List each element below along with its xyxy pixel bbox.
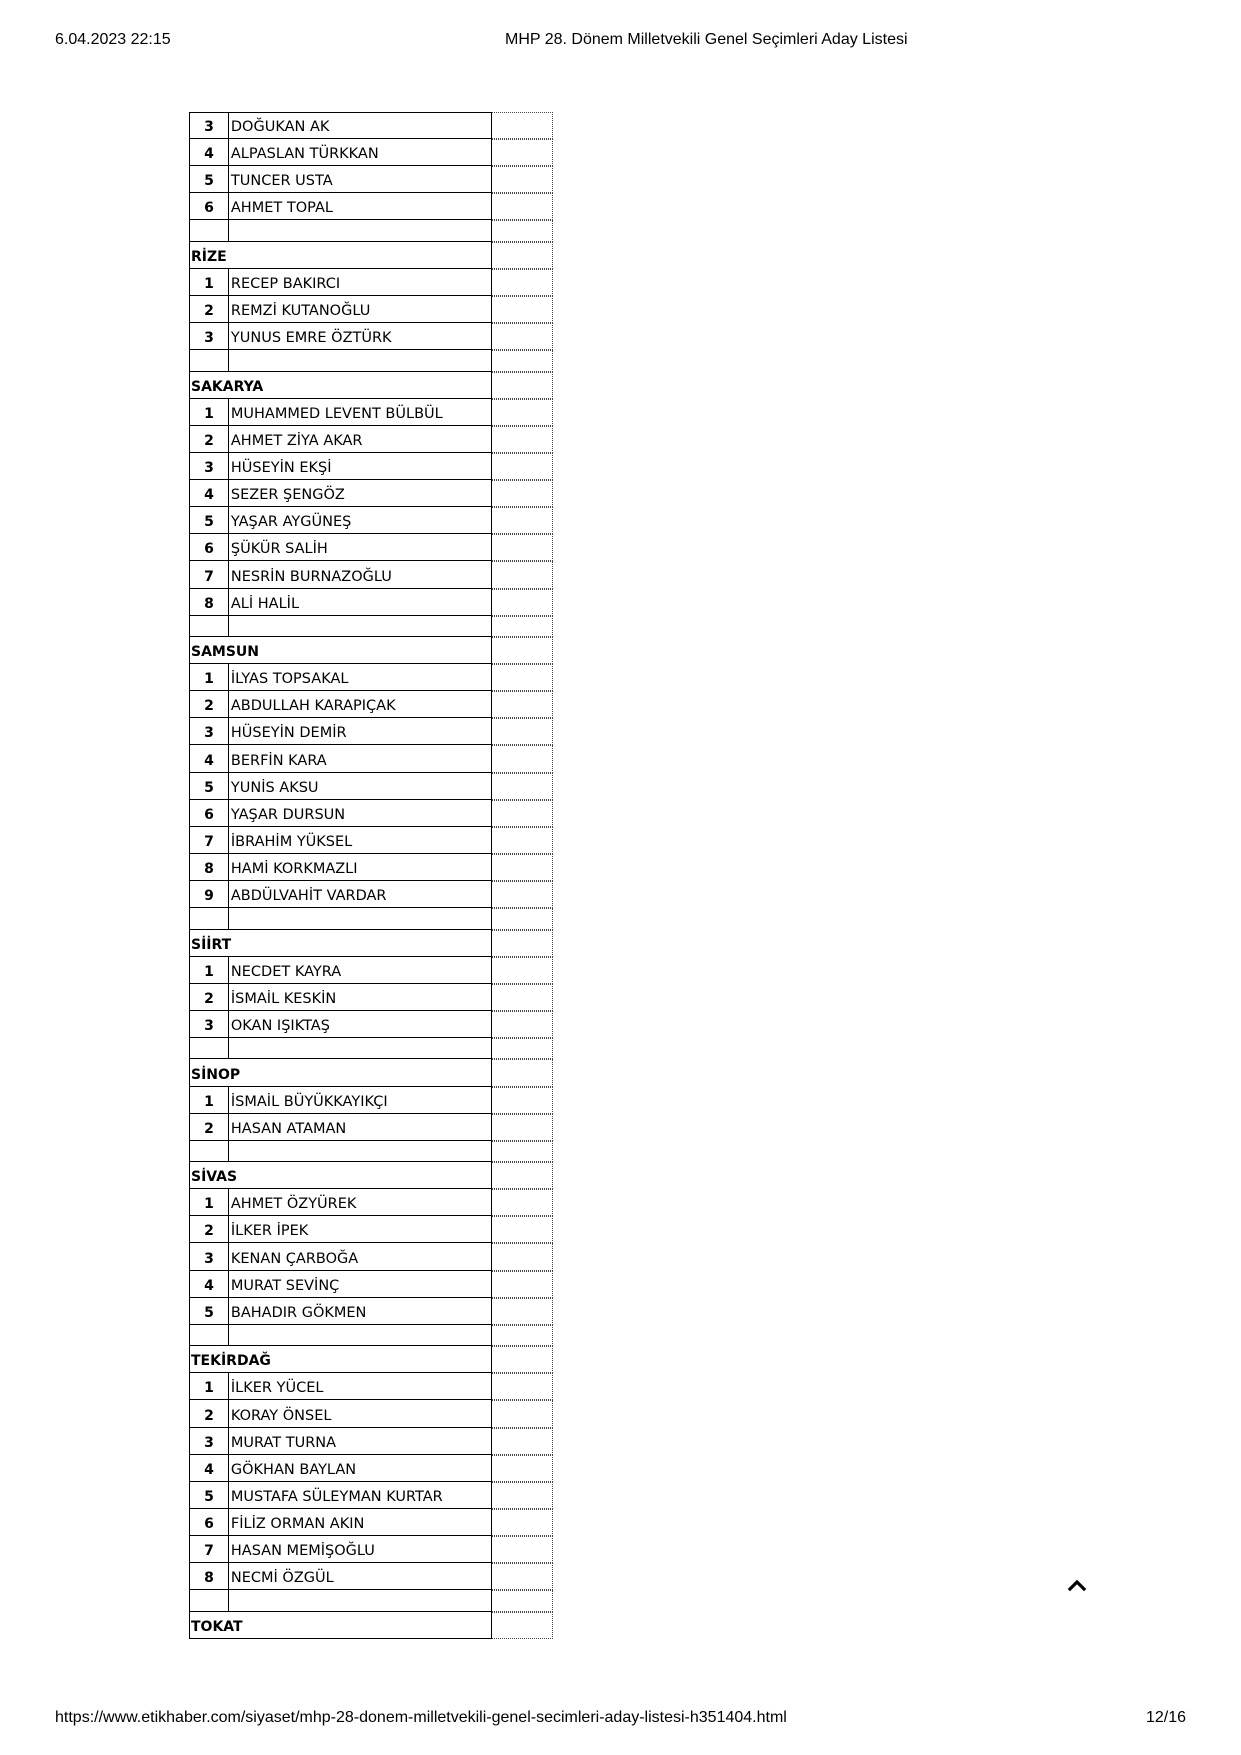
empty-cell <box>492 1509 553 1536</box>
empty-cell <box>492 242 553 269</box>
spacer-row <box>189 1038 553 1060</box>
empty-cell <box>492 589 553 616</box>
candidate-name: NECDET KAYRA <box>229 957 492 984</box>
empty-cell <box>492 372 553 399</box>
candidate-row <box>189 854 553 881</box>
empty-cell <box>492 1189 553 1216</box>
empty-cell <box>492 323 553 350</box>
candidate-rank: 1 <box>190 1087 229 1114</box>
empty-cell <box>229 1590 492 1612</box>
province-name: TEKİRDAĞ <box>190 1346 492 1373</box>
candidate-name: İSMAİL KESKİN <box>229 984 492 1011</box>
empty-cell <box>492 1325 553 1347</box>
candidate-rank: 3 <box>190 1011 229 1038</box>
empty-cell <box>229 220 492 242</box>
province-name: SİİRT <box>190 930 492 957</box>
province-name: TOKAT <box>190 1612 492 1639</box>
candidate-row <box>189 193 553 220</box>
candidate-name: BAHADIR GÖKMEN <box>229 1298 492 1325</box>
scroll-to-top-button[interactable] <box>1066 1576 1088 1594</box>
candidate-name: REMZİ KUTANOĞLU <box>229 296 492 323</box>
candidate-name: SEZER ŞENGÖZ <box>229 480 492 507</box>
empty-cell <box>229 1325 492 1347</box>
empty-cell <box>190 616 229 638</box>
empty-cell <box>229 1141 492 1163</box>
candidate-name: İSMAİL BÜYÜKKAYIKÇI <box>229 1087 492 1114</box>
candidate-rank: 2 <box>190 296 229 323</box>
empty-cell <box>492 984 553 1011</box>
candidate-rank: 2 <box>190 1216 229 1243</box>
empty-cell <box>492 1612 553 1639</box>
candidate-name: FİLİZ ORMAN AKIN <box>229 1509 492 1536</box>
candidate-rank: 8 <box>190 589 229 616</box>
empty-cell <box>229 350 492 372</box>
empty-cell <box>492 1271 553 1298</box>
empty-cell <box>492 1373 553 1400</box>
candidate-row <box>189 1482 553 1509</box>
candidate-rank: 7 <box>190 1536 229 1563</box>
candidate-name: HÜSEYİN DEMİR <box>229 718 492 745</box>
candidate-rank: 1 <box>190 957 229 984</box>
empty-cell <box>492 637 553 664</box>
empty-cell <box>492 1114 553 1141</box>
candidate-name: TUNCER USTA <box>229 166 492 193</box>
province-row <box>189 1346 553 1373</box>
empty-cell <box>492 1482 553 1509</box>
candidate-rank: 6 <box>190 193 229 220</box>
candidate-name: YAŞAR DURSUN <box>229 800 492 827</box>
candidate-rank: 4 <box>190 745 229 772</box>
candidate-name: DOĞUKAN AK <box>229 112 492 139</box>
candidate-name: AHMET ÖZYÜREK <box>229 1189 492 1216</box>
empty-cell <box>492 507 553 534</box>
candidate-rank: 6 <box>190 534 229 561</box>
candidate-rank: 8 <box>190 854 229 881</box>
candidate-rank: 1 <box>190 399 229 426</box>
candidate-row <box>189 166 553 193</box>
empty-cell <box>492 930 553 957</box>
candidate-row <box>189 1114 553 1141</box>
empty-cell <box>492 220 553 242</box>
candidate-row <box>189 507 553 534</box>
empty-cell <box>190 1038 229 1060</box>
empty-cell <box>492 664 553 691</box>
candidate-table <box>189 112 553 1639</box>
empty-cell <box>492 773 553 800</box>
empty-cell <box>492 399 553 426</box>
empty-cell <box>492 166 553 193</box>
empty-cell <box>492 827 553 854</box>
candidate-rank: 5 <box>190 1482 229 1509</box>
candidate-name: HÜSEYİN EKŞİ <box>229 453 492 480</box>
candidate-name: YAŞAR AYGÜNEŞ <box>229 507 492 534</box>
empty-cell <box>492 1346 553 1373</box>
province-name: RİZE <box>190 242 492 269</box>
candidate-row <box>189 561 553 588</box>
candidate-row <box>189 1243 553 1270</box>
candidate-name: ABDULLAH KARAPIÇAK <box>229 691 492 718</box>
candidate-row <box>189 957 553 984</box>
candidate-rank: 4 <box>190 1271 229 1298</box>
candidate-rank: 6 <box>190 1509 229 1536</box>
candidate-name: NECMİ ÖZGÜL <box>229 1563 492 1590</box>
spacer-row <box>189 350 553 372</box>
empty-cell <box>492 1216 553 1243</box>
candidate-name: İLKER İPEK <box>229 1216 492 1243</box>
candidate-rank: 7 <box>190 827 229 854</box>
candidate-row <box>189 453 553 480</box>
candidate-rank: 1 <box>190 269 229 296</box>
candidate-row <box>189 1216 553 1243</box>
spacer-row <box>189 908 553 930</box>
spacer-row <box>189 1325 553 1347</box>
spacer-row <box>189 1141 553 1163</box>
candidate-rank: 5 <box>190 773 229 800</box>
empty-cell <box>492 908 553 930</box>
empty-cell <box>492 1243 553 1270</box>
empty-cell <box>492 1536 553 1563</box>
candidate-name: AHMET ZİYA AKAR <box>229 426 492 453</box>
empty-cell <box>492 1400 553 1427</box>
candidate-name: GÖKHAN BAYLAN <box>229 1455 492 1482</box>
print-datetime: 6.04.2023 22:15 <box>55 31 171 48</box>
candidate-row <box>189 691 553 718</box>
candidate-row <box>189 664 553 691</box>
empty-cell <box>492 296 553 323</box>
empty-cell <box>492 745 553 772</box>
candidate-rank: 3 <box>190 323 229 350</box>
empty-cell <box>492 800 553 827</box>
empty-cell <box>492 957 553 984</box>
candidate-rank: 5 <box>190 166 229 193</box>
empty-cell <box>492 881 553 908</box>
candidate-row <box>189 1011 553 1038</box>
spacer-row <box>189 1590 553 1612</box>
empty-cell <box>492 718 553 745</box>
candidate-name: KORAY ÖNSEL <box>229 1400 492 1427</box>
candidate-name: HAMİ KORKMAZLI <box>229 854 492 881</box>
province-name: SİNOP <box>190 1059 492 1086</box>
page-url: https://www.etikhaber.com/siyaset/mhp-28-donem-milletvekili-genel-secimleri-aday-listesi-h351404.html <box>55 1709 787 1726</box>
empty-cell <box>492 426 553 453</box>
empty-cell <box>492 193 553 220</box>
candidate-rank: 1 <box>190 1189 229 1216</box>
candidate-rank: 2 <box>190 426 229 453</box>
empty-cell <box>492 1011 553 1038</box>
candidate-name: KENAN ÇARBOĞA <box>229 1243 492 1270</box>
candidate-rank: 9 <box>190 881 229 908</box>
candidate-row <box>189 269 553 296</box>
province-row <box>189 1059 553 1086</box>
candidate-rank: 4 <box>190 480 229 507</box>
empty-cell <box>190 1141 229 1163</box>
candidate-name: ALPASLAN TÜRKKAN <box>229 139 492 166</box>
empty-cell <box>492 453 553 480</box>
candidate-rank: 1 <box>190 1373 229 1400</box>
province-row <box>189 242 553 269</box>
print-header <box>55 31 1186 53</box>
empty-cell <box>492 1038 553 1060</box>
candidate-row <box>189 1400 553 1427</box>
candidate-name: BERFİN KARA <box>229 745 492 772</box>
spacer-row <box>189 616 553 638</box>
candidate-name: OKAN IŞIKTAŞ <box>229 1011 492 1038</box>
province-row <box>189 372 553 399</box>
empty-cell <box>492 1162 553 1189</box>
candidate-row <box>189 1298 553 1325</box>
candidate-row <box>189 139 553 166</box>
candidate-row <box>189 1373 553 1400</box>
candidate-name: MURAT TURNA <box>229 1428 492 1455</box>
empty-cell <box>492 480 553 507</box>
candidate-name: YUNUS EMRE ÖZTÜRK <box>229 323 492 350</box>
candidate-rank: 4 <box>190 139 229 166</box>
candidate-row <box>189 1509 553 1536</box>
empty-cell <box>229 616 492 638</box>
candidate-rank: 3 <box>190 453 229 480</box>
candidate-row <box>189 534 553 561</box>
print-footer <box>55 1709 1186 1731</box>
page-number: 12/16 <box>1145 1709 1186 1726</box>
candidate-row <box>189 323 553 350</box>
candidate-name: HASAN ATAMAN <box>229 1114 492 1141</box>
chevron-up-icon <box>1066 1576 1088 1594</box>
candidate-rank: 4 <box>190 1455 229 1482</box>
empty-cell <box>492 1059 553 1086</box>
candidate-row <box>189 800 553 827</box>
candidate-row <box>189 984 553 1011</box>
candidate-name: HASAN MEMİŞOĞLU <box>229 1536 492 1563</box>
candidate-rank: 2 <box>190 1114 229 1141</box>
candidate-row <box>189 1455 553 1482</box>
candidate-name: İBRAHİM YÜKSEL <box>229 827 492 854</box>
province-row <box>189 930 553 957</box>
empty-cell <box>492 1087 553 1114</box>
candidate-row <box>189 589 553 616</box>
candidate-row <box>189 881 553 908</box>
candidate-rank: 2 <box>190 984 229 1011</box>
candidate-name: NESRİN BURNAZOĞLU <box>229 561 492 588</box>
candidate-name: AHMET TOPAL <box>229 193 492 220</box>
candidate-row <box>189 827 553 854</box>
empty-cell <box>492 1141 553 1163</box>
empty-cell <box>492 1590 553 1612</box>
province-row <box>189 1612 553 1639</box>
empty-cell <box>190 1325 229 1347</box>
candidate-name: MUSTAFA SÜLEYMAN KURTAR <box>229 1482 492 1509</box>
candidate-row <box>189 1189 553 1216</box>
candidate-row <box>189 296 553 323</box>
candidate-name: İLKER YÜCEL <box>229 1373 492 1400</box>
candidate-rank: 1 <box>190 664 229 691</box>
candidate-rank: 3 <box>190 1243 229 1270</box>
candidate-rank: 2 <box>190 691 229 718</box>
province-row <box>189 637 553 664</box>
candidate-rank: 5 <box>190 507 229 534</box>
candidate-row <box>189 1271 553 1298</box>
candidate-name: ABDÜLVAHİT VARDAR <box>229 881 492 908</box>
empty-cell <box>492 1455 553 1482</box>
page-title: MHP 28. Dönem Milletvekili Genel Seçimleri Aday Listesi <box>505 31 908 48</box>
province-row <box>189 1162 553 1189</box>
empty-cell <box>492 1428 553 1455</box>
empty-cell <box>492 854 553 881</box>
candidate-row <box>189 773 553 800</box>
candidate-row <box>189 1428 553 1455</box>
empty-cell <box>190 1590 229 1612</box>
empty-cell <box>190 220 229 242</box>
empty-cell <box>492 691 553 718</box>
candidate-name: ŞÜKÜR SALİH <box>229 534 492 561</box>
candidate-name: ALİ HALİL <box>229 589 492 616</box>
candidate-row <box>189 112 553 139</box>
empty-cell <box>190 350 229 372</box>
province-name: SİVAS <box>190 1162 492 1189</box>
candidate-name: RECEP BAKIRCI <box>229 269 492 296</box>
candidate-rank: 3 <box>190 718 229 745</box>
province-name: SAKARYA <box>190 372 492 399</box>
candidate-row <box>189 480 553 507</box>
empty-cell <box>492 1298 553 1325</box>
empty-cell <box>492 112 553 139</box>
empty-cell <box>492 269 553 296</box>
candidate-row <box>189 745 553 772</box>
candidate-row <box>189 1536 553 1563</box>
candidate-rank: 6 <box>190 800 229 827</box>
candidate-rank: 8 <box>190 1563 229 1590</box>
empty-cell <box>190 908 229 930</box>
empty-cell <box>492 616 553 638</box>
candidate-row <box>189 1563 553 1590</box>
candidate-row <box>189 718 553 745</box>
candidate-rank: 3 <box>190 112 229 139</box>
candidate-rank: 5 <box>190 1298 229 1325</box>
empty-cell <box>229 908 492 930</box>
empty-cell <box>492 139 553 166</box>
candidate-row <box>189 399 553 426</box>
spacer-row <box>189 220 553 242</box>
candidate-rank: 7 <box>190 561 229 588</box>
candidate-name: YUNİS AKSU <box>229 773 492 800</box>
empty-cell <box>492 1563 553 1590</box>
empty-cell <box>492 534 553 561</box>
empty-cell <box>229 1038 492 1060</box>
candidate-name: İLYAS TOPSAKAL <box>229 664 492 691</box>
candidate-rank: 3 <box>190 1428 229 1455</box>
candidate-rank: 2 <box>190 1400 229 1427</box>
province-name: SAMSUN <box>190 637 492 664</box>
empty-cell <box>492 350 553 372</box>
candidate-row <box>189 1087 553 1114</box>
candidate-row <box>189 426 553 453</box>
candidate-name: MURAT SEVİNÇ <box>229 1271 492 1298</box>
candidate-name: MUHAMMED LEVENT BÜLBÜL <box>229 399 492 426</box>
empty-cell <box>492 561 553 588</box>
